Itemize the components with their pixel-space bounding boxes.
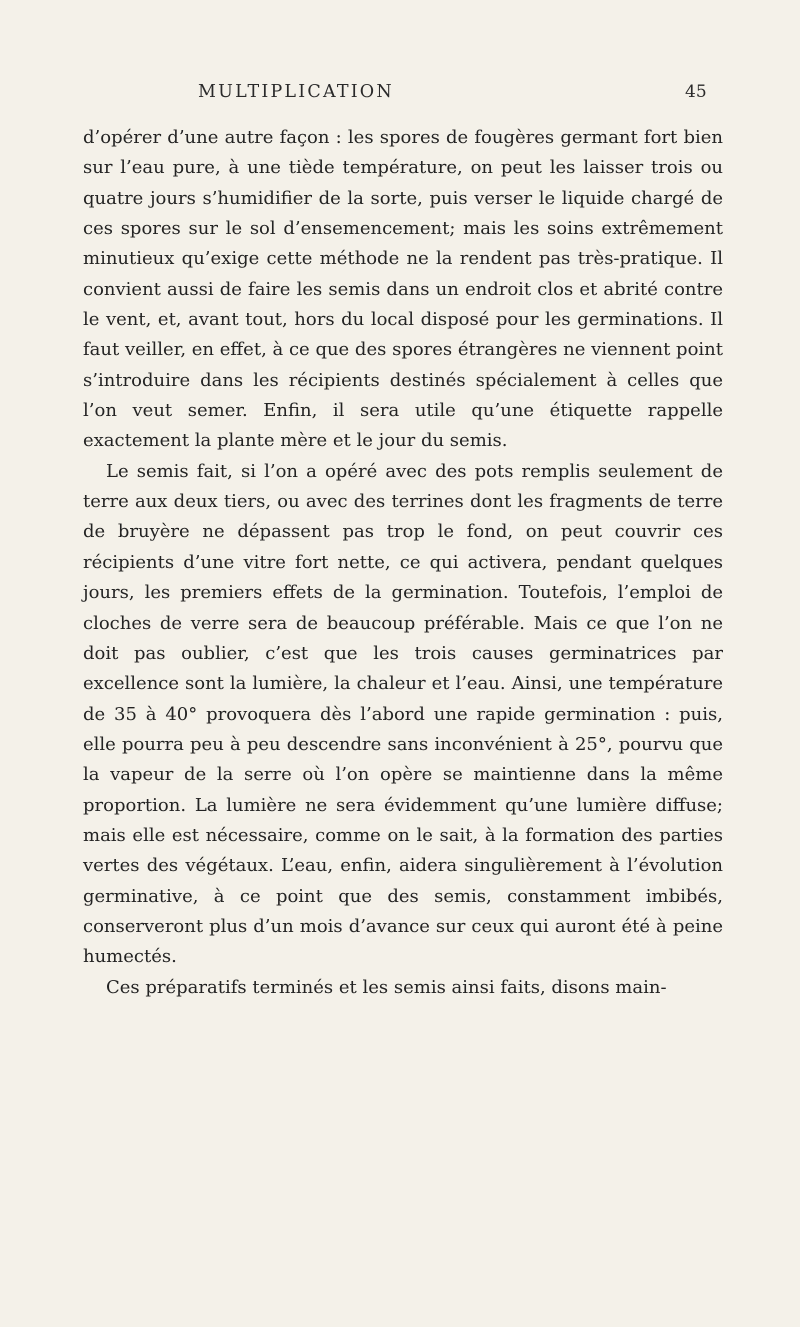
running-title: MULTIPLICATION bbox=[198, 82, 394, 102]
paragraph-semis: Le semis fait, si l’on a opéré avec des pots remplis seulement de terre aux deux tiers, ou avec des terrines dont les fragments de terre de bruyère ne dépassent pas trop le fond, on peut couvrir ces récipients d’une vitre fort nette, ce qui activera, pendant quelques jours, les premiers effets de la germination. Toutefois, l’emploi de cloches de verre sera de beaucoup préférable. Mais ce que l’on ne doit pas oublier, c’est que les trois causes germinatrices par excellence sont la lumière, la chaleur et l’eau. Ainsi, une température de 35 à 40° provoquera dès l’abord une rapide germination : puis, elle pourra peu à peu descendre sans inconvénient à 25°, pourvu que la vapeur de la serre où l’on opère se maintienne dans la même proportion. La lumière ne sera évidemment qu’une lumière diffuse; mais elle est nécessaire, comme on le sait, à la formation des parties vertes des végétaux. L’eau, enfin, aidera singulièrement à l’évolution germinative, à ce point que des semis, constamment imbibés, conserveront plus d’un mois d’avance sur ceux qui auront été à peine humectés. bbox=[83, 460, 723, 968]
paragraph-preparatifs: Ces préparatifs terminés et les semis ainsi faits, disons main- bbox=[106, 976, 667, 998]
body-text bbox=[83, 123, 723, 1003]
paragraph-continuation: d’opérer d’une autre façon : les spores de fougères germant fort bien sur l’eau pure, à une tiède température, on peut les laisser trois ou quatre jours s’humidifier de la sorte, puis verser le liquide chargé de ces spores sur le sol d’ensemencement; mais les soins extrêmement minutieux qu’exige cette méthode ne la rendent pas très-pratique. Il convient aussi de faire les semis dans un endroit clos et abrité contre le vent, et, avant tout, hors du local disposé pour les germinations. Il faut veiller, en effet, à ce que des spores étrangères ne viennent point s’introduire dans les récipients destinés spécialement à celles que l’on veut semer. Enfin, il sera utile qu’une étiquette rappelle exactement la plante mère et le jour du semis. bbox=[83, 127, 723, 452]
page-number: 45 bbox=[685, 82, 707, 102]
page-header bbox=[0, 82, 800, 110]
